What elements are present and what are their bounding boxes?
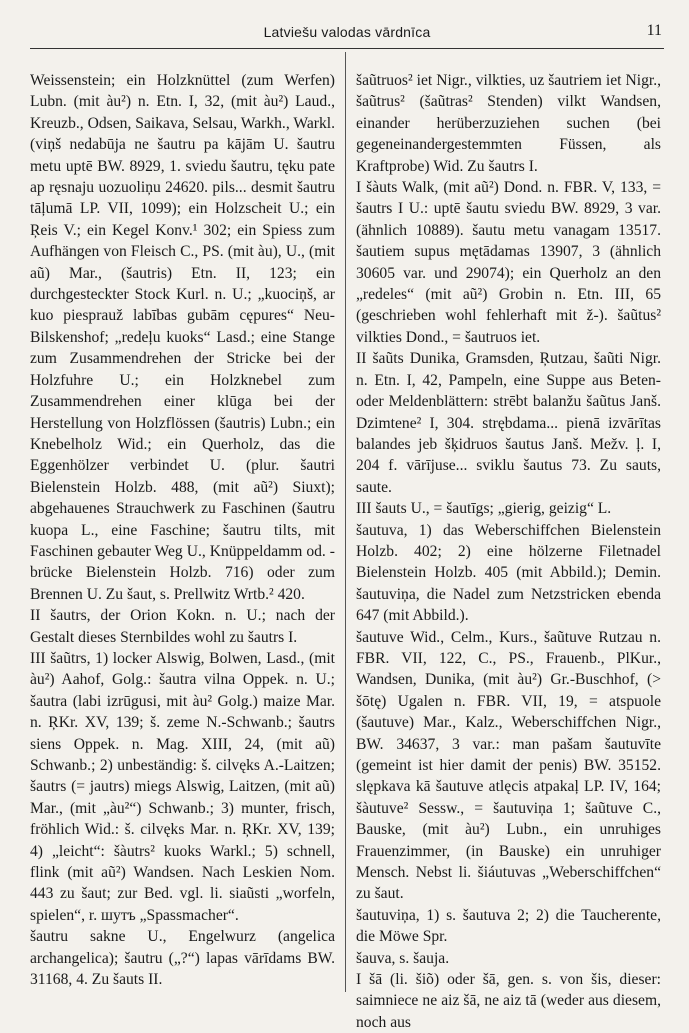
entry-text: šautru sakne U., Engelwurz (angelica archangelica); šautru („?“) lapas vārīdams BW. 31168, 4. Zu šauts II. (30, 928, 335, 989)
entry-text: I šā (li. šiõ) oder šā, gen. s. von šis, dieser: saimniece ne aiz šā, ne aiz tā (weder aus diesem, noch aus (356, 971, 661, 1031)
page-number: 11 (646, 22, 662, 39)
entry-text: šautuva, 1) das Weberschiffchen Bielenstein Holzb. 402; 2) eine hölzerne Filetnadel Bielenstein Holzb. 405 (mit Abbild.); Demin. šautuviņa, die Nadel zum Netzstricken ebenda 647 (mit Abbild.). (356, 521, 661, 625)
page-header (30, 18, 664, 48)
entry-text: šautuviņa, 1) s. šautuva 2; 2) die Taucherente, die Möwe Spr. (356, 906, 661, 946)
entry-text: II šaũts Dunika, Gramsden, Ŗutzau, šaũti Nigr. n. Etn. I, 42, Pampeln, eine Suppe aus Beten- oder Meldenblättern: strēbt balanžu šaũtus Janš. Dzimtene² I, 304. strębdama... pienā izvārītas balandes jeb šķidruos šautus Janš. Mežv. ļ. I, 204 f. vārījuse... sviklu šautus 73. Zu sauts, saute. (356, 350, 661, 496)
left-column (30, 70, 335, 990)
entry-text: I šàuts Walk, (mit aũ²) Dond. n. FBR. V, 133, = šautrs I U.: uptē šautu sviedu BW. 8929, 3 var. (ähnlich 10889). šautu metu vanagam 13517. šautiem supus mętādamas 13907, 3 (ähnlich 30605 var. und 29074); ein Querholz an den „redeles“ (mit aũ²) Grobin n. Etn. III, 65 (geschrieben wohl fehlerhaft mit ž-). šaũtus² vilkties Dond., = šautruos iet. (356, 179, 661, 346)
entry-text: šauva, s. šauja. (356, 949, 450, 967)
entry-text: Weissenstein; ein Holzknüttel (zum Werfen) Lubn. (mit àu²) n. Etn. I, 32, (mit àu²) Laud., Kreuzb., Odsen, Saikava, Selsau, Warkh., Warkl. (viņš nedabūja ne šautru pa kājām U. šautru metu uptē BW. 8929, 1. sviedu šautru, tęku pate ap ręsnaju uozuoliņu 24620. pils... desmit šautru tāļumā LP. VII, 1099); ein Holzscheit U.; ein Ŗeis V.; ein Kegel Konv.¹ 302; ein Spiess zum Aufhängen von Fleisch C., PS. (mit àu), U., (mit aũ) Mar., (šautris) Etn. II, 123; ein durchgesteckter Stock Kurl. n. U.; „kuociņš, ar kuo piesprauž labības gubām cępures“ Neu-Bilskenshof; „redeļu kuoks“ Lasd.; eine Stange zum Zusammendrehen der Stricke bei der Holzfuhre U.; ein Holzknebel zum Zusammendrehen einer klūga bei der Herstellung von Holzflössen (šautris) Lubn.; ein Knebelholz Wid.; ein Querholz, das die Eggenhölzer verbindet U. (plur. šautri Bielenstein Holzb. 488, (mit aũ²) Siuxt); abgehauenes Strauchwerk zu Faschinen (šautru kuopa L., eine Faschine; šautru tilts, mit Faschinen gebauter Weg U., Knüppeldamm od. -brücke Bielenstein Holzb. 716) oder zum Brennen U. Zu šaut, s. Prellwitz Wrtb.² 420. (30, 72, 335, 603)
entry-text: II šautrs, der Orion Kokn. n. U.; nach der Gestalt dieses Sternbildes wohl zu šautrs I. (30, 607, 335, 646)
entry-text: šautuve Wid., Celm., Kurs., šaũtuve Rutzau n. FBR. VII, 122, C., PS., Frauenb., PlKur., Wandsen, Dunika, (mit àu²) Gr.-Buschhof, (> šōtę) Ugalen n. FBR. VII, 19, = atspuole (šautuve) Mar., Kalz., Weberschiffchen Nigr., BW. 34637, 3 var.: man pašam šautuvīte (gemeint ist hier damit der penis) BW. 35152. slępkava kā šautuve atlęcis atpakaļ LP. IV, 164; šàutuve² Sessw., = šautuviņa 1; šaũtuve C., Bauske, (mit àu²) Lubn., ein unruhiges Frauenzimmer, (in Bauske) ein unruhiger Mensch. Nebst li. šiáutuvas „Weberschiffchen“ zu šaut. (356, 628, 661, 903)
entry-text: III šaũtrs, 1) locker Alswig, Bolwen, Lasd., (mit àu²) Aahof, Golg.: šautra vilna Oppek. n. U.; šautra (labi izrūgusi, mit àu² Golg.) maize Mar. n. ŖKr. XV, 139; š. zeme N.-Schwanb.; šautrs siens Oppek. n. Mag. XIII, 24, (mit aũ) Schwanb.; 2) unbeständig: š. cilvęks A.-Laitzen; šautrs (= jautrs) miegs Alswig, Laitzen, (mit aũ) Mar., (mit „àu²“) Schwanb.; 3) munter, frisch, fröhlich Wid.: š. cilvęks Mar. n. ŖKr. XV, 139; 4) „leicht“: šàutrs² kuoks Warkl.; 5) schnell, flink (mit aũ²) Wandsen. Nach Leskien Nom. 443 zu šaut; zur Bed. vgl. li. siaũsti „worfeln, spielen“, r. шутъ „Spassmacher“. (30, 649, 335, 924)
right-column (356, 70, 661, 1033)
entry-text: III šauts U., = šautīgs; „gierig, geizig“ L. (356, 500, 612, 518)
column-divider (345, 52, 346, 992)
running-title: Latviešu valodas vārdnīca (263, 24, 431, 40)
entry-text: šaũtruos² iet Nigr., vilkties, uz šautriem iet Nigr., šaũtrus² (šaũtras² Stenden) vilkt Wandsen, einander herüberzuziehen suchen (bei gegeneinandergestemmten Füssen, als Kraftprobe) Wid. Zu šautrs I. (356, 72, 661, 175)
header-rule (30, 48, 664, 49)
